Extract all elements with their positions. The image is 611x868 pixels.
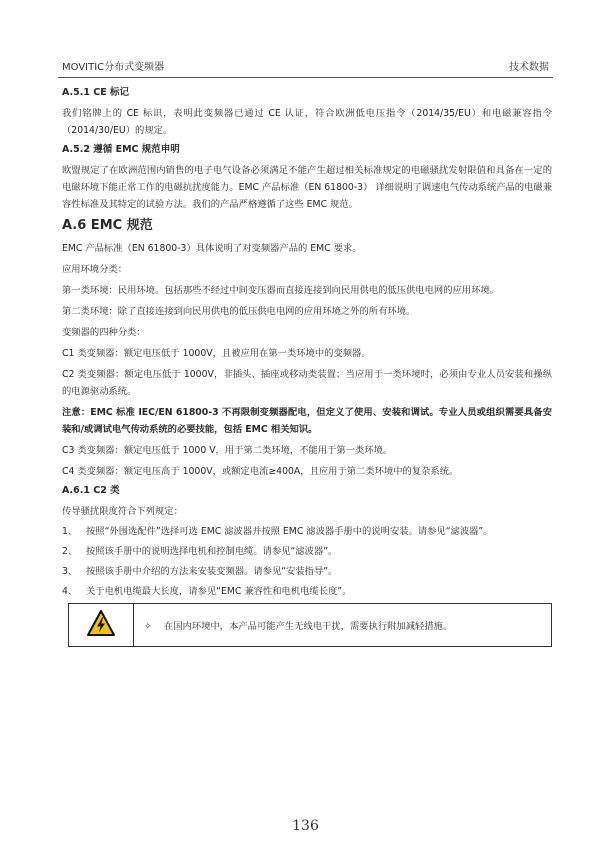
warning-icon-cell: [69, 604, 134, 647]
list-item-text: 关于电机电缆最大长度，请参见“EMC 兼容性和电机电缆长度”。: [86, 586, 352, 597]
section-a51-title: A.5.1 CE 标记: [62, 87, 130, 98]
header-product-name: MOVITIC分布式变频器: [62, 62, 165, 73]
list-item-text: 按照该手册中的说明选择电机和控制电缆。请参见“滤波器”。: [86, 546, 338, 557]
section-a6-paragraph: 第二类环境：除了直接连接到向民用供电的低压供电电网的应用环境之外的所有环境。: [62, 306, 416, 317]
page-content: [62, 82, 552, 647]
section-a6-paragraph: 第一类环境：民用环境。包括那些不经过中间变压器而直接连接到向民用供电的低压供电电网的应用环境。: [62, 285, 499, 296]
warning-note-table: [68, 603, 552, 647]
section-a61-title: A.6.1 C2 类: [62, 485, 120, 496]
section-a61-intro: 传导骚扰限度符合下列规定：: [62, 506, 183, 517]
list-item-number: 1、: [62, 526, 78, 537]
warning-text-cell: [134, 604, 552, 647]
category-c1-text: C1 类变频器：额定电压低于 1000V，且被应用在第一类环境中的变频器。: [62, 348, 371, 359]
list-item-number: 3、: [62, 566, 78, 577]
section-a6-title: A.6 EMC 规范: [62, 218, 153, 233]
header-divider: [58, 77, 553, 78]
list-item-text: 按照“外围选配件”选择可选 EMC 滤波器并按照 EMC 滤波器手册中的说明安装。请参见“滤波器”。: [86, 526, 493, 537]
list-item-number: 4、: [62, 586, 78, 597]
section-a6-paragraph: 变频器的四种分类：: [62, 327, 146, 338]
list-item-text: 按照该手册中介绍的方法来安装变频器。请参见“安装指导”。: [86, 566, 338, 577]
page-number: 136: [292, 818, 319, 834]
category-c3-text: C3 类变频器：额定电压低于 1000 V，用于第二类环境，不能用于第一类环境。: [62, 445, 393, 456]
list-item: [62, 563, 552, 580]
page-header: [62, 58, 549, 74]
warning-text: 在国内环境中，本产品可能产生无线电干扰，需要执行附加减轻措施。: [164, 621, 453, 632]
list-item: [62, 543, 552, 560]
list-item: [62, 523, 552, 540]
section-a52-title: A.5.2 遵循 EMC 规范申明: [62, 144, 180, 155]
list-item: [62, 583, 552, 600]
category-c4-text: C4 类变频器：额定电压高于 1000V，或额定电流≥400A，且应用于第二类环境中的复杂系统。: [62, 466, 459, 477]
list-item-number: 2、: [62, 546, 78, 557]
section-a51-text: 我们铭牌上的 CE 标识，表明此变频器已通过 CE 认证，符合欧洲低电压指令（2014/35/EU）和电磁兼容指令（2014/30/EU）的规定。: [62, 108, 552, 136]
section-a6-paragraph: EMC 产品标准（EN 61800-3）具体说明了对变频器产品的 EMC 要求。: [62, 243, 362, 254]
emc-note-text: 注意：EMC 标准 IEC/EN 61800-3 不再限制变频器配电，但定义了使用、安装和调试。专业人员或组织需要具备安装和/或调试电气传动系统的必要技能，包括 EMC 相关知识。: [62, 407, 552, 435]
diamond-bullet-icon: ✧: [144, 622, 152, 632]
high-voltage-warning-icon: [86, 609, 116, 637]
section-a52-text: 欧盟规定了在欧洲范围内销售的电子电气设备必须满足不能产生超过相关标准规定的电磁骚扰发射限值和具备在一定的电磁环境下能正常工作的电磁抗扰度能力。EMC 产品标准（EN 61800-3） 详细说明了调速电气传动系统产品的电磁兼容性标准及其特定的试验方法。我们的产品严格遵循了这些 EMC 规范。: [62, 165, 552, 210]
section-a6-paragraph: 应用环境分类：: [62, 264, 128, 275]
category-c2-text: C2 类变频器：额定电压低于 1000V，非插头、插座或移动类装置；当应用于一类环境时，必须由专业人员安装和操纵的电源驱动系统。: [62, 369, 552, 397]
header-section-name: 技术数据: [509, 62, 549, 73]
requirements-list: [62, 523, 552, 600]
